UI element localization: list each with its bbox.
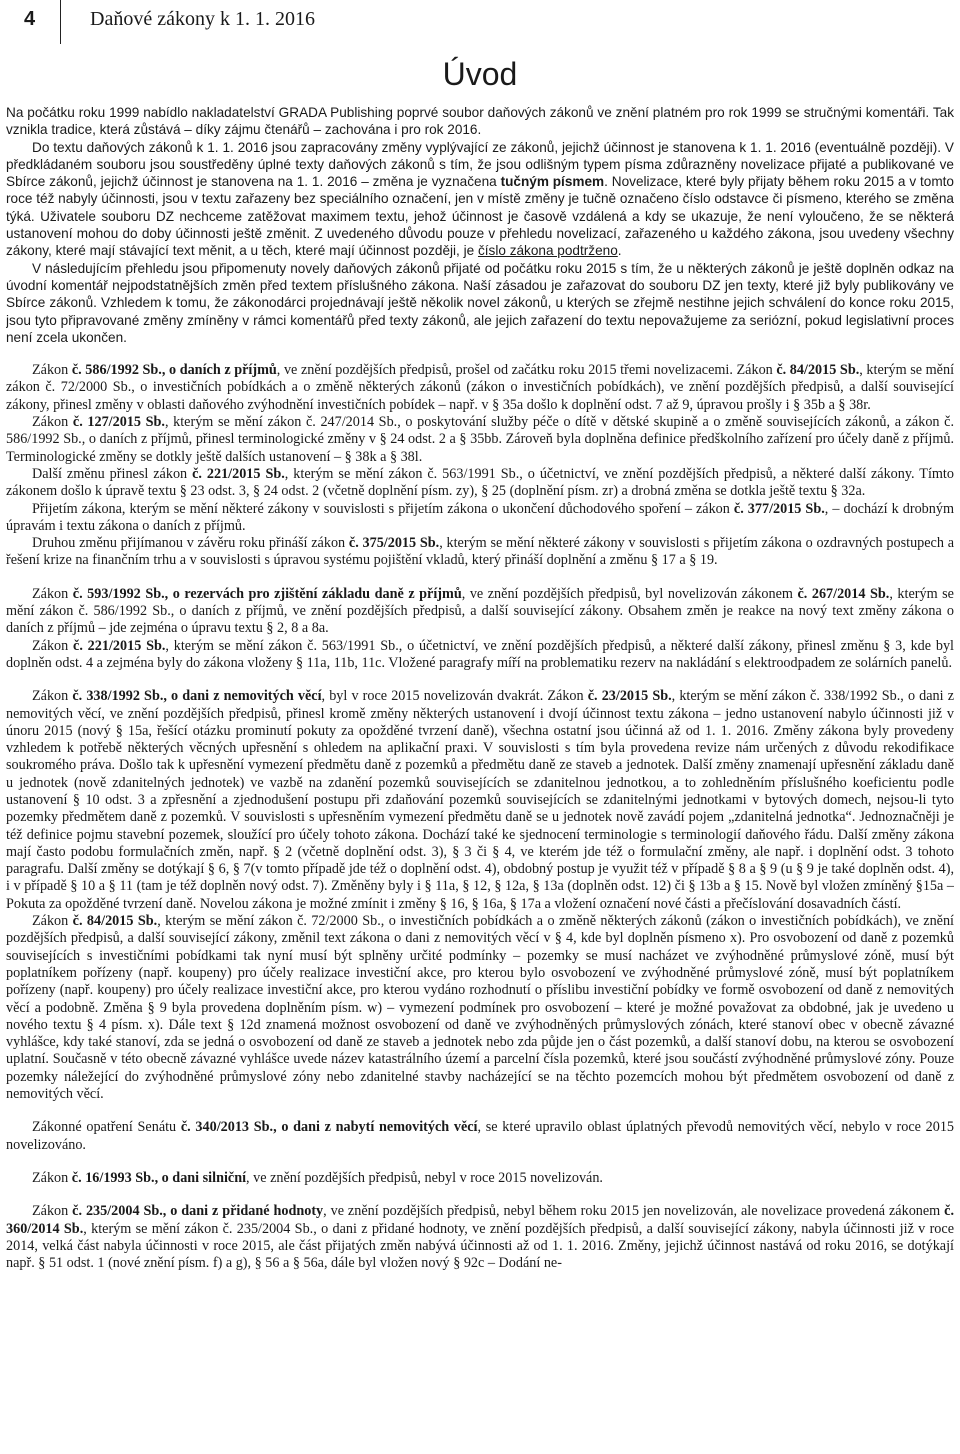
intro-section — [6, 104, 954, 346]
law-citation: č. 360/2014 Sb. — [6, 1203, 954, 1237]
law-citation: č. 23/2015 Sb. — [587, 688, 672, 705]
paragraph: Do textu daňových zákonů k 1. 1. 2016 jsou zapracovány změny vyplývající ze zákonů, jejichž účinnost je stanovena k 1. 1. 2016 (eventuálně později). V předkládaném souboru jsou soustředěny úplné texty daňových zákonů s tím, že jsou odlišným typem písma zdůrazněny novelizace přijaté a publikované ve Sbírce zákonů, jejichž účinnost je stanovena na 1. 1. 2016 – změna je vyznačena tučným písmem. Novelizace, které byly přijaty během roku 2015 a v tomto roce též nabyly účinnosti, jsou v textu zařazeny bez speciálního označení, jen v místě změny je tučně označeno číslo odstavce či písmeno, kterého se změna týká. Uživatele souboru DZ nechceme zatěžovat maximem textu, jehož účinnost je časově vzdálená a kdy se ukazuje, že není vyloučeno, že se některá ustanovení mohou do doby účinnosti ještě změnit. Z uvedeného důvodu pouze v přehledu novelizací, zařazeného u každého zákona, jsou uvedeny všechny zákony, které mají stávající text měnit, a u těch, které mají účinnost později, je číslo zákona podtrženo. — [6, 139, 954, 259]
section-340 — [6, 1119, 954, 1154]
paragraph: Zákonné opatření Senátu č. 340/2013 Sb., o dani z nabytí nemovitých věcí, se které upravilo oblast úplatných převodů nemovitých věcí, nebylo v roce 2015 novelizováno. — [6, 1119, 954, 1153]
spacer — [6, 570, 954, 586]
paragraph: Zákon č. 235/2004 Sb., o dani z přidané hodnoty, ve znění pozdějších předpisů, nebyl během roku 2015 jen novelizován, ale novelizace provedená zákonem č. 360/2014 Sb., kterým se mění zákon č. 235/2004 Sb., o dani z přidané hodnoty, ve znění pozdějších předpisů, a další související zákony, nabyla účinnosti již v roce 2014, velká část nabyla účinnosti v roce 2015, ale část přijatých změn nabývá účinnosti až od 1. 1. 2016. Změny, jejichž účinnost nastává od roku 2016, se dotýkají např. § 51 odst. 1 (nové znění písm. f) a g), § 56 a § 56a, dále byl vložen nový § 92c – Dodání ne- — [6, 1203, 954, 1272]
bold-emphasis: tučným písmem — [500, 174, 605, 190]
law-citation: č. 593/1992 Sb., o rezervách pro zjištění základu daně z příjmů — [72, 585, 462, 602]
law-citation: č. 586/1992 Sb., o daních z příjmů — [71, 362, 277, 379]
spacer — [6, 672, 954, 688]
page-title: Úvod — [442, 56, 518, 92]
document-body — [6, 104, 954, 1454]
section-235 — [6, 1203, 954, 1272]
underlined-emphasis: číslo zákona podtrženo — [477, 243, 618, 259]
paragraph: Na počátku roku 1999 nabídlo nakladatelství GRADA Publishing poprvé soubor daňových zákonů ve znění platném pro rok 1999 se stručnými komentáři. Tak vznikla tradice, která zůstává – díky zájmu čtenářů – zachována i pro rok 2016. — [6, 105, 954, 138]
paragraph: Zákon č. 586/1992 Sb., o daních z příjmů, ve znění pozdějších předpisů, prošel od začátku roku 2015 třemi novelizacemi. Zákon č. 84/2015 Sb., kterým se mění zákon č. 72/2000 Sb., o investičních pobídkách a o změně některých zákonů (zákon o investičních pobídkách), ve znění pozdějších předpisů, a další související zákony, přinesl změny v oblasti daňového zvýhodnění investičních pobídek – např. v § 35a došlo k doplnění odst. 7 až 9, úpravou prošly i § 35b a § 38r. — [6, 362, 954, 413]
law-citation: č. 221/2015 Sb. — [192, 465, 285, 482]
law-citation: č. 84/2015 Sb. — [72, 913, 158, 930]
law-citation: č. 340/2013 Sb., o dani z nabytí nemovitých věcí — [180, 1119, 478, 1136]
paragraph: Přijetím zákona, kterým se mění některé zákony v souvislosti s přijetím zákona o ukončení důchodového spoření – zákon č. 377/2015 Sb., – dochází k drobným úpravám i textu zákona o daních z příjmů. — [6, 500, 954, 534]
law-citation: č. 221/2015 Sb. — [73, 637, 166, 654]
spacer — [6, 1103, 954, 1119]
law-citation: č. 16/1993 Sb., o dani silniční — [71, 1169, 247, 1186]
section-593 — [6, 586, 954, 672]
spacer — [6, 1187, 954, 1203]
spacer — [6, 346, 954, 362]
law-citation: č. 375/2015 Sb. — [348, 535, 440, 552]
law-citation: č. 127/2015 Sb. — [72, 414, 165, 431]
paragraph: Zákon č. 338/1992 Sb., o dani z nemovitých věcí, byl v roce 2015 novelizován dvakrát. Zákon č. 23/2015 Sb., kterým se mění zákon č. 338/1992 Sb., o dani z nemovitých věcí, ve znění pozdějších předpisů, přinesl kromě změny některých ustanovení i dvojí účinnost textu zákona – jedno ustanovení nabylo účinnosti již v únoru 2015 (nový § 15a, řešící otázku prominutí pokuty za opožděné tvrzení daně), všechna ostatní jsou účinná až od 1. 1. 2016. Změny zákona byly provedeny vzhledem k potřebě některých věcných upřesnění s ohledem na aplikační praxi. V souvislosti s tím byla provedena revize nám určených z důvodu rekodifikace soukromého práva. Došlo tak k upřesnění vymezení předmětu daně z pozemků a předmětu daně ze staveb a jednotek. Další změny znamenají upřesnění základu daně u jednotek (nově zdanitelných jednotek) ve vazbě na zdanění pozemků souvisejících se zdanitelnou jednotkou, a to zohledněním příslušného koeficientu podle ustanovení § 10 odst. 3 a zpřesnění a zjednodušení postupu při zdaňování pozemků souvisejících se zdanitelnými jednotkami v bytových domech, nejsou-li tyto pozemky předmětem daně z pozemků. V souvislosti s upřesněním vymezení předmětu daně se u jednotek nově zavádí pojem „zdanitelná jednotka“. Jednoznačněji je též definice pojmu stavební pozemek, sloužící pro účely tohoto zákona. Dochází také ke sjednocení terminologie s terminologií daňového řádu. Další změny zákona mají často podobu formulačních změn, např. § 2 (včetně doplnění odst. 3), § 3 či § 4, ve kterém jde též o formulační změny, ale např. i doplnění odst. 3 tohoto paragrafu. Další změny se dotýkají § 6, § 7(v tomto případě jde též o doplnění odst. 4), obdobný postup je využit též v případě § 8 a § 9 (u § 9 je také doplněn odst. 4), i v případě § 10 a § 11 (tam je též doplněn nový odst. 7). Změněny byly i § 11a, § 12, § 12a, § 13a (doplněn odst. 12) či § 13b a § 15. Nově byl vložen zmíněný §15a – Pokuta za opožděné tvrzení daně. Novelou zákona je možné zmínit i změny § 16, § 16a, § 17a a vložení označení nové části a přečíslování dosavadních částí. — [6, 688, 954, 912]
page-number: 4 — [24, 8, 36, 30]
paragraph: Další změnu přinesl zákon č. 221/2015 Sb., kterým se mění zákon č. 563/1991 Sb., o účetnictví, ve znění pozdějších předpisů, a některé další zákony. Tímto zákonem došlo k úpravě textu § 23 odst. 3, § 24 odst. 2 (včetně doplnění písm. zy), § 25 (doplnění písm. zr) a drobná změna se dotkla ještě textu § 32a. — [6, 465, 954, 500]
law-citation: č. 84/2015 Sb. — [776, 362, 860, 379]
law-citation: č. 377/2015 Sb. — [733, 500, 825, 517]
law-citation: č. 235/2004 Sb., o dani z přidané hodnoty — [72, 1203, 324, 1220]
law-citation: č. 267/2014 Sb. — [797, 585, 890, 602]
paragraph: Zákon č. 593/1992 Sb., o rezervách pro zjištění základu daně z příjmů, ve znění pozdějších předpisů, byl novelizován zákonem č. 267/2014 Sb., kterým se mění zákon č. 586/1992 Sb., o daních z příjmů, ve znění pozdějších předpisů, a další související zákony. Obsahem změn je reakce na nový text změny zákona o daních z příjmů – jde zejména o úpravu textu § 2, 8 a 8a. — [6, 585, 954, 637]
paragraph: Druhou změnu přijímanou v závěru roku přináší zákon č. 375/2015 Sb., kterým se mění některé zákony v souvislosti s přijetím zákona o ozdravných postupech a řešení krize na finančním trhu a v souvislosti s úpravou systému pojištění vkladů, který přináší doplnění a změnu § 17 a § 19. — [6, 535, 954, 569]
paragraph: Zákon č. 84/2015 Sb., kterým se mění zákon č. 72/2000 Sb., o investičních pobídkách a o změně některých zákonů (zákon o investičních pobídkách), ve znění pozdějších předpisů, a další související zákony, změnil text zákona o dani z nemovitých věcí v § 4, kde byl doplněn písmeno x). Pro osvobození od daně z pozemků souvisejících s investičními pobídkami tak nyní musí být splněny určité podmínky – pozemky se musí nacházet ve zvýhodněné průmyslové zóně, musí být poplatníkem pořízeny (např. koupeny) pro účely realizace investiční akce, pro kterou bylo osvobození ve zvýhodněné průmyslové zóně, musí být poplatníkem pořízeny (např. koupeny) pro účely realizace investiční akce, pro kterou vydáno rozhodnutí o příslibu investiční pobídky ve formě osvobození od daně z nemovitých věcí a podobně. Změna § 9 byla provedena doplněním písm. w) – vymezení podmínek pro osvobození – které je možné považovat za obdobné, jak je uvedeno u nového textu § 4 písm. x). Dále text § 12d znamená možnost osvobození od daně ve zvýhodněných průmyslových zónách, které stanoví obec v obecně závazné vyhlášce, kdy také stanoví, zda se jedná o osvobození od daně ze staveb a jednotek nebo zda půjde jen o část pozemků, a další stanoví dobu, na kterou se osvobození uplatní. Současně v této obecně závazné vyhlášce uvede název katastrálního území a parcelní čísla pozemků, které jsou součástí zvýhodněné průmyslové zóny. Pouze pozemky náležející do zvýhodněné průmyslové zóny nebo zdanitelné stavby nacházející se na těchto pozemcích mohou být předmětem osvobození od daně z nemovitých věcí. — [6, 913, 954, 1103]
law-citation: č. 338/1992 Sb., o dani z nemovitých věcí — [72, 688, 322, 705]
running-title: Daňové zákony k 1. 1. 2016 — [90, 8, 315, 30]
paragraph: Zákon č. 221/2015 Sb., kterým se mění zákon č. 563/1991 Sb., o účetnictví, ve znění pozdějších předpisů, a některé další zákony, přinesl změnu § 3, kde byl doplněn odst. 4 a zejména byly do zákona vloženy § 11a, 11b, 11c. Vložené paragrafy míří na problematiku rezerv na nakládání s elektroodpadem ze solárních panelů. — [6, 637, 954, 671]
spacer — [6, 1154, 954, 1170]
paragraph: V následujícím přehledu jsou připomenuty novely daňových zákonů přijaté od počátku roku 2015 s tím, že u některých zákonů je ještě doplněn odkaz na úvodní komentář nejpodstatnějších změn před textem příslušného zákona. Naší zásadou je zařazovat do souboru DZ jen texty, které již byly publikovány ve Sbírce zákonů. Vzhledem k tomu, že zákonodárci projednávají ještě několik novel zákonů, u kterých se zřejmě nestihne jejich schválení do konce roku 2015, jsou tyto připravované změny zmíněny v rámci komentářů před texty zákonů, ale jejich zařazení do textu nepovažujeme za seriózní, pokud legislativní proces není zcela ukončen. — [6, 260, 954, 345]
section-16 — [6, 1170, 954, 1187]
page-header — [0, 0, 960, 44]
paragraph: Zákon č. 16/1993 Sb., o dani silniční, ve znění pozdějších předpisů, nebyl v roce 2015 novelizován. — [32, 1169, 603, 1186]
section-586 — [6, 362, 954, 570]
header-divider — [60, 0, 61, 44]
section-338 — [6, 688, 954, 1103]
paragraph: Zákon č. 127/2015 Sb., kterým se mění zákon č. 247/2014 Sb., o poskytování služby péče o dítě v dětské skupině a o změně souvisejících zákonů, a zákon č. 586/1992 Sb., o daních z příjmů, přinesl terminologické změny v § 24 odst. 2 a § 35bb. Zároveň byla doplněna definice předškolního zařízení pro účely daně z příjmů. Terminologické změny se dotkly ještě dalších ustanovení – § 38k a § 38l. — [6, 414, 954, 465]
